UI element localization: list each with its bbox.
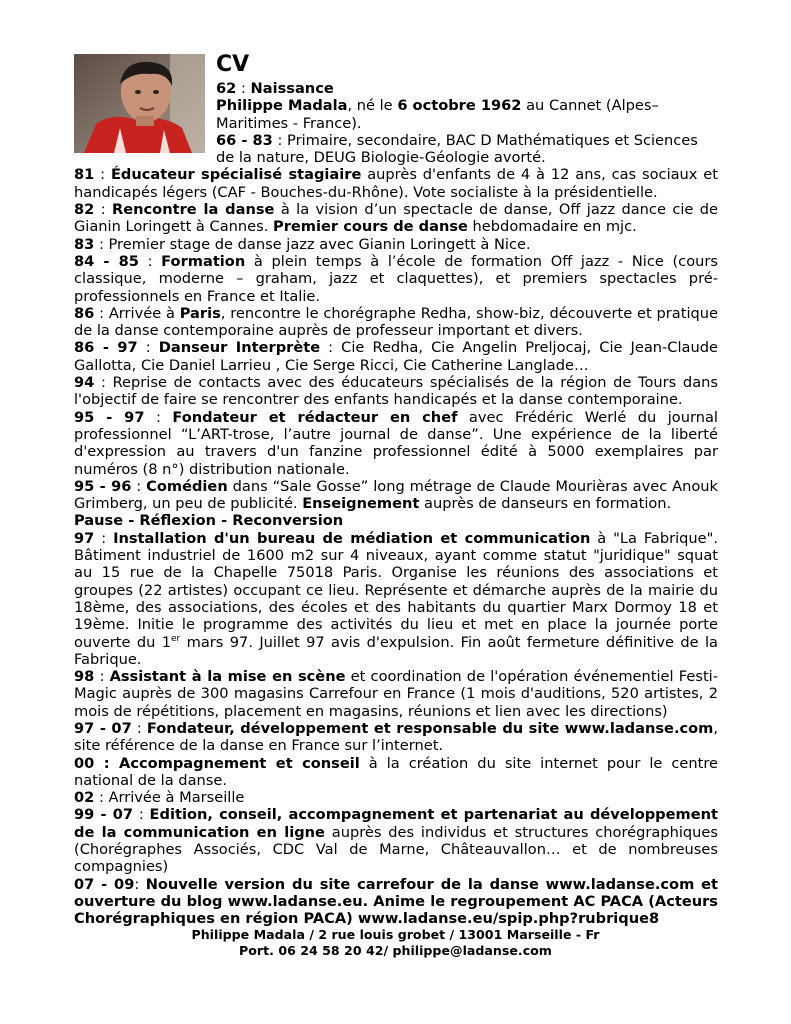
- entry-text: : Arrivée à: [94, 304, 180, 322]
- entry-text: :: [94, 529, 114, 547]
- entry-text: : Reprise de contacts avec des éducateurs spécialisés de la région de Tours dans l'objectif de faire se rencontrer des enfants handicapés et la danse contemporaine.: [74, 374, 718, 409]
- entry-text: : Premier stage de danse jazz avec Gianin Loringett à Nice.: [94, 235, 531, 253]
- entry-bold-text: 95 - 97: [74, 408, 145, 426]
- entry-bold-text: 82: [74, 201, 95, 219]
- entry-bold-text: Installation d'un bureau de médiation et communication: [113, 529, 591, 547]
- page-title: CV: [216, 52, 250, 77]
- entry-text: :: [236, 80, 251, 97]
- entry-text: :: [134, 875, 146, 893]
- header-lines: [216, 80, 718, 166]
- entry-bold-text: Premier cours de danse: [273, 218, 468, 236]
- entry-bold-text: Éducateur spécialisé stagiaire: [110, 166, 362, 184]
- cv-entry: [216, 80, 718, 97]
- entry-bold-text: Philippe Madala: [216, 97, 348, 115]
- entry-bold-text: 97: [74, 529, 95, 547]
- entry-bold-text: 99 - 07: [74, 806, 134, 824]
- entry-text: à plein temps à l’école de formation Off jazz - Nice (cours classique, moderne – graham, jazz et claquettes), et premiers spectacles pré-professionnels en France et Italie.: [74, 252, 718, 305]
- entry-bold-text: Assistant à la mise en scène: [109, 668, 346, 686]
- entry-bold-text: Rencontre la danse: [112, 201, 275, 219]
- cv-entry: [74, 720, 718, 755]
- entry-bold-text: 97 - 07: [74, 719, 132, 737]
- cv-entry: [216, 132, 718, 167]
- entry-text: er: [171, 633, 181, 644]
- cv-entry: [74, 339, 718, 374]
- cv-entry: [74, 478, 718, 513]
- entry-bold-text: Danseur Interprète: [158, 339, 321, 357]
- entry-text: : Cie Redha, Cie Angelin Preljocaj, Cie Jean-Claude Gallotta, Cie Daniel Larrieu , Cie Serge Ricci, Cie Catherine Langlade…: [74, 339, 718, 374]
- entry-bold-text: 66 - 83: [216, 131, 273, 149]
- entry-text: :: [131, 477, 147, 495]
- entry-bold-text: Fondateur, développement et responsable du site www.ladanse.com: [146, 719, 714, 737]
- entry-bold-text: Pause - Réflexion - Reconversion: [74, 512, 344, 530]
- entry-text: :: [131, 719, 147, 737]
- footer: [0, 927, 791, 959]
- portrait-image: [74, 54, 205, 153]
- entry-text: auprès d'enfants de 4 à 12 ans, cas sociaux et handicapés légers (CAF - Bouches-du-Rhône). Vote socialiste à la présidentielle.: [74, 166, 719, 201]
- entry-bold-text: Comédien: [146, 477, 228, 495]
- entry-bold-text: 95 - 96: [74, 477, 132, 495]
- cv-entry: [74, 755, 718, 790]
- entry-text: à "La Fabrique". Bâtiment industriel de 1600 m2 sur 4 niveaux, ayant comme statut "juridique" squat au 15 rue de la Chapelle 75018 Paris. Organise les réunions des associations et groupes (22 artistes) occupant ce lieu. Représente et démarche auprès de la mairie du 18ème, des associations, des écoles et des habitants du quartier Marx Dormoy 18 et 19ème. Initie le programme des activités du lieu et met en place la journée porte ouverte du 1: [74, 529, 719, 651]
- entry-text: avec Frédéric Werlé du journal professionnel “L’ART-trose, l’autre journal de danse”. Une expérience de la liberté d'expression au travers d'un fanzine professionnel édité à 5000 exemplaires par numéros (8 n°) distribution nationale.: [74, 408, 718, 478]
- cv-entry: [216, 97, 718, 132]
- cv-entry: [74, 409, 718, 478]
- cv-entry: [74, 305, 718, 340]
- entry-bold-text: 62: [216, 80, 237, 97]
- entry-text: à la création du site internet pour le centre national de la danse.: [74, 754, 718, 789]
- entry-text: :: [94, 201, 112, 219]
- entry-text: :: [94, 166, 111, 184]
- entry-text: :: [94, 668, 110, 686]
- entry-bold-text: 94: [74, 374, 95, 392]
- entry-bold-text: Paris: [179, 304, 221, 322]
- entry-bold-text: 84 - 85: [74, 252, 139, 270]
- footer-contact: Port. 06 24 58 20 42/ philippe@ladanse.com: [239, 943, 552, 958]
- cv-entry: [74, 166, 718, 201]
- entry-bold-text: 81: [74, 166, 95, 184]
- entry-bold-text: 86 - 97: [74, 339, 138, 357]
- entry-bold-text: Fondateur et rédacteur en chef: [172, 408, 458, 426]
- entry-bold-text: 83: [74, 235, 95, 253]
- entry-text: au Cannet (Alpes–Maritimes - France).: [216, 97, 659, 132]
- cv-entry: [74, 512, 718, 529]
- entry-text: : Arrivée à Marseille: [94, 789, 245, 807]
- entry-text: hebdomadaire en mjc.: [467, 218, 637, 236]
- cv-entries: [74, 166, 718, 927]
- entry-bold-text: Formation: [161, 252, 246, 270]
- entry-text: mars 97. Juillet 97 avis d'expulsion. Fin août fermeture définitive de la Fabrique.: [74, 633, 718, 668]
- entry-bold-text: Nouvelle version du site carrefour de la danse www.ladanse.com et ouverture du blog www.ladanse.eu. Anime le regroupement AC PACA (Acteurs Chorégraphiques en région PACA) www.ladanse.eu/spip.php?rubrique8: [74, 875, 718, 928]
- cv-entry: [74, 236, 718, 253]
- entry-text: : Primaire, secondaire, BAC D Mathématiques et Sciences de la nature, DEUG Biologie-Géologie avorté.: [216, 131, 698, 167]
- footer-address: Philippe Madala / 2 rue louis grobet / 13001 Marseille - Fr: [191, 927, 600, 942]
- entry-text: et coordination de l'opération événementiel Festi-Magic auprès de 300 magasins Carrefour en France (1 mois d'auditions, 520 artistes, 2 mois de répétitions, placement en magasins, réunions et lien avec les directions): [74, 668, 718, 720]
- cv-entry: [74, 876, 718, 928]
- cv-entry: [74, 253, 718, 305]
- entry-text: , né le: [347, 97, 398, 115]
- entry-text: à la vision d’un spectacle de danse, Off jazz dance cie de Gianin Loringett à Cannes.: [74, 201, 718, 236]
- entry-text: auprès des individus et structures chorégraphiques (Chorégraphes Associés, CDC Val de Marne, Châteauvallon… et de nombreuses compagnies): [74, 823, 718, 876]
- entry-text: , rencontre le chorégraphe Redha, show-biz, découverte et pratique de la danse contemporaine auprès de professeur important et divers.: [74, 304, 718, 340]
- cv-entry: [74, 201, 718, 236]
- entry-text: :: [138, 252, 162, 270]
- entry-text: :: [144, 408, 173, 426]
- entry-bold-text: 6 octobre 1962: [397, 97, 522, 115]
- cv-entry: [74, 806, 718, 875]
- entry-text: , site référence de la danse en France sur l’internet.: [74, 719, 719, 755]
- entry-bold-text: 02: [74, 789, 95, 807]
- entry-bold-text: 07 - 09: [74, 875, 135, 893]
- entry-bold-text: 00 : Accompagnement et conseil: [74, 754, 360, 772]
- cv-header: [216, 52, 718, 166]
- cv-entry: [74, 668, 718, 720]
- entry-bold-text: 98: [74, 668, 95, 686]
- entry-bold-text: 86: [74, 304, 95, 322]
- entry-bold-text: Enseignement: [302, 495, 420, 513]
- cv-entry: [74, 374, 718, 409]
- entry-text: auprès de danseurs en formation.: [419, 495, 672, 513]
- entry-bold-text: Naissance: [250, 80, 334, 97]
- cv-entry: [74, 530, 718, 668]
- portrait-photo: [74, 54, 205, 153]
- entry-text: :: [137, 339, 159, 357]
- cv-document: [74, 52, 718, 928]
- entry-text: :: [133, 806, 150, 824]
- cv-entry: [74, 789, 718, 806]
- entry-text: dans “Sale Gosse” long métrage de Claude Mourièras avec Anouk Grimberg, un peu de publicité.: [74, 477, 718, 513]
- entry-bold-text: Edition, conseil, accompagnement et partenariat au développement de la communication en ligne: [74, 806, 718, 841]
